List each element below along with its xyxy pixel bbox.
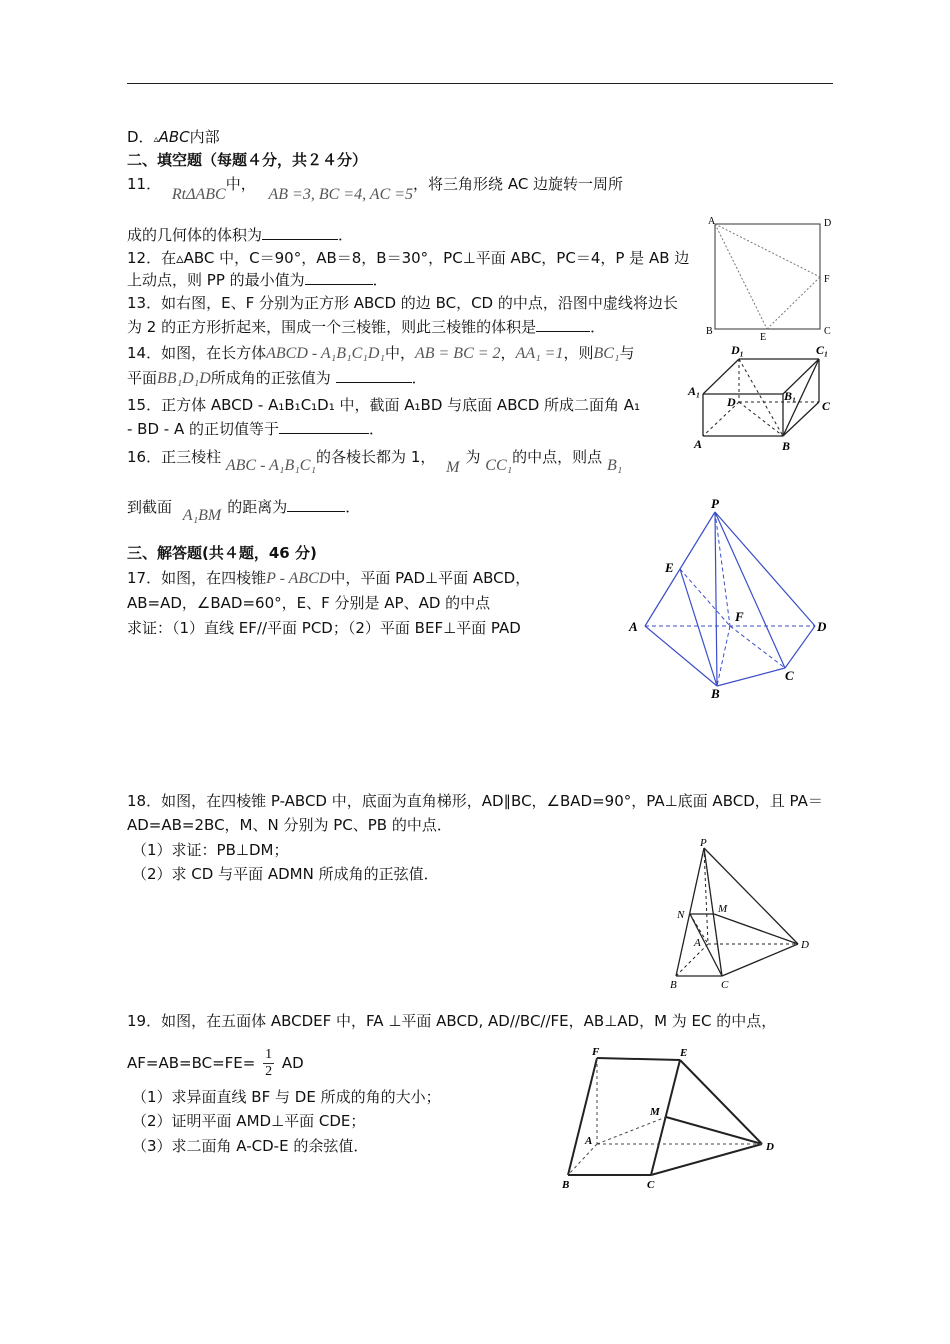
fig17-label-c: C bbox=[785, 668, 794, 683]
q16-line1 bbox=[127, 447, 623, 476]
fig19-label-c: C bbox=[647, 1179, 655, 1191]
fig19-label-b: B bbox=[562, 1179, 570, 1191]
fig14-label-a1: A₁ bbox=[688, 384, 701, 398]
q14-sep: ， bbox=[500, 344, 516, 362]
fig13-label-c: C bbox=[824, 326, 831, 337]
q19-fraction-numerator: 1 bbox=[265, 1047, 273, 1062]
q17-math-pyramid: P - ABCD bbox=[266, 570, 331, 587]
q18-part2: （2）求 CD 与平面 ADMN 所成角的正弦值． bbox=[132, 865, 439, 883]
triangle-symbol: ▵ bbox=[153, 134, 159, 145]
q17-line1 bbox=[127, 568, 530, 589]
q16-math-plane: A₁BM bbox=[182, 507, 222, 524]
q17-line1-b: 中，平面 PAD⊥平面 ABCD， bbox=[330, 569, 531, 587]
q11-line2 bbox=[127, 225, 353, 245]
fig13-label-b: B bbox=[706, 326, 713, 337]
fig18-label-m: M bbox=[718, 903, 728, 915]
q11-end: ． bbox=[338, 226, 354, 244]
q16-math-b1: B₁ bbox=[606, 457, 623, 474]
figure-q13-square bbox=[700, 212, 836, 344]
q19-fraction bbox=[263, 1047, 274, 1080]
q19-line2-b: AD bbox=[281, 1054, 304, 1072]
q17-line3: 求证：（1）直线 EF//平面 PCD；（2）平面 BEF⊥平面 PAD bbox=[127, 619, 521, 637]
q14-line1 bbox=[127, 343, 635, 364]
q12-blank[interactable] bbox=[305, 270, 373, 285]
option-d-prefix: D． bbox=[127, 128, 154, 146]
q14-math-ab-bc: AB = BC = 2 bbox=[414, 345, 501, 362]
q14-blank[interactable] bbox=[336, 368, 412, 383]
q13-line2-text: 为 2 的正方形折起来，围成一个三棱锥，则此三棱锥的体积是 bbox=[127, 318, 537, 336]
q16-math-cc1: CC₁ bbox=[485, 457, 513, 474]
q11-mid: 中， bbox=[225, 175, 256, 193]
q19-fraction-denominator: 2 bbox=[265, 1064, 273, 1079]
fig19-label-m: M bbox=[650, 1106, 660, 1118]
fig14-label-a: A bbox=[694, 437, 703, 451]
q15-line1: 15．正方体 ABCD - A₁B₁C₁D₁ 中，截面 A₁BD 与底面 ABCD 所成二面角 A₁ bbox=[127, 396, 641, 414]
q11-after: ，将三角形绕 AC 边旋转一周所 bbox=[413, 175, 624, 193]
q19-part3: （3）求二面角 A-CD-E 的余弦值． bbox=[132, 1137, 369, 1155]
q14-math-aa1: AA₁ =1 bbox=[515, 345, 564, 362]
q14-math-bc1: BC₁ bbox=[593, 345, 620, 362]
fig19-label-d: D bbox=[766, 1141, 774, 1153]
q15-line2-text: - BD - A 的正切值等于 bbox=[127, 420, 280, 438]
q16-end: ． bbox=[345, 498, 361, 516]
fig14-label-d: D bbox=[727, 395, 736, 409]
q12-line2-text: 上动点，则 PP 的最小值为 bbox=[127, 271, 305, 289]
q15-blank[interactable] bbox=[279, 419, 369, 434]
q12-line1: 12．在▵ABC 中，C＝90°，AB＝8，B＝30°，PC⊥平面 ABC，PC＝4，P 是 AB 边 bbox=[127, 249, 690, 267]
q11-line2-text: 成的几何体的体积为 bbox=[127, 226, 263, 244]
fig13-label-a: A bbox=[708, 216, 716, 227]
q14-after: ，则 bbox=[563, 344, 594, 362]
q16-math-m: M bbox=[446, 459, 460, 476]
fig14-label-b1: B₁ bbox=[784, 389, 797, 403]
fig17-label-b: B bbox=[711, 686, 720, 701]
q11-rt-triangle: RtΔABC bbox=[171, 186, 226, 203]
fig18-label-n: N bbox=[677, 909, 685, 921]
q11-blank[interactable] bbox=[262, 225, 338, 240]
q19-line1: 19．如图，在五面体 ABCDEF 中，FA ⊥平面 ABCD, AD//BC//FE，AB⊥AD，M 为 EC 的中点， bbox=[127, 1012, 777, 1030]
option-d-text: 内部 bbox=[189, 128, 220, 146]
fig13-label-d: D bbox=[824, 218, 832, 229]
q12-end: ． bbox=[372, 271, 388, 289]
q14-math-plane: BB₁D₁D bbox=[157, 370, 211, 387]
option-d-abc: ABC bbox=[158, 128, 190, 146]
q14-line2 bbox=[127, 368, 427, 389]
fig17-label-d: D bbox=[817, 619, 827, 634]
q15-end: ． bbox=[369, 420, 385, 438]
fig17-label-f: F bbox=[735, 609, 744, 624]
fig18-label-a: A bbox=[694, 937, 701, 949]
q14-line1-text: 14．如图，在长方体 bbox=[127, 344, 267, 362]
q14-mid: 中， bbox=[384, 344, 415, 362]
q16-blank[interactable] bbox=[287, 497, 345, 512]
q17-line2: AB=AD，∠BAD=60°，E、F 分别是 AP、AD 的中点 bbox=[127, 594, 491, 612]
figure-q14-cuboid bbox=[686, 342, 836, 454]
q16-number: 16．正三棱柱 bbox=[127, 448, 222, 466]
q19-line2 bbox=[127, 1047, 304, 1080]
fig17-label-a: A bbox=[629, 619, 638, 634]
q16-math-prism: ABC - A₁B₁C₁ bbox=[225, 457, 317, 474]
q16-line2 bbox=[127, 497, 361, 524]
q18-line2: AD=AB=2BC，M、N 分别为 PC、PB 的中点． bbox=[127, 816, 452, 834]
q18-part1: （1）求证：PB⊥DM； bbox=[132, 841, 289, 859]
q19-line2-a: AF=AB=BC=FE= bbox=[127, 1054, 256, 1072]
fig14-label-d1: D₁ bbox=[731, 343, 744, 357]
fig18-label-b: B bbox=[670, 979, 677, 991]
q13-end: ． bbox=[590, 318, 606, 336]
figure-q17-pyramid bbox=[625, 496, 835, 701]
q13-line1: 13．如右图，E、F 分别为正方形 ABCD 的边 BC，CD 的中点，沿图中虚线将边长 bbox=[127, 294, 678, 312]
option-d-line bbox=[127, 127, 220, 150]
section-3-heading: 三、解答题(共４题，46 分) bbox=[127, 544, 317, 562]
q14-line2-a: 平面 bbox=[127, 369, 158, 387]
top-rule bbox=[127, 83, 833, 84]
figure-q19-pentahedron bbox=[552, 1040, 784, 1216]
q13-line2 bbox=[127, 317, 605, 337]
figure-q18-pyramid bbox=[664, 836, 824, 996]
q13-blank[interactable] bbox=[536, 317, 590, 332]
fig19-label-f: F bbox=[592, 1046, 600, 1058]
fig14-label-c1: C₁ bbox=[816, 343, 829, 357]
fig17-label-e: E bbox=[665, 560, 674, 575]
section-2-heading: 二、填空题（每题４分，共２４分） bbox=[127, 151, 368, 169]
fig13-label-e: E bbox=[760, 332, 767, 343]
q14-line2-b: 所成角的正弦值为 bbox=[210, 369, 331, 387]
q14-math-prism: ABCD - A₁B₁C₁D₁ bbox=[266, 345, 385, 362]
fig17-label-p: P bbox=[711, 496, 719, 511]
fig18-label-d: D bbox=[801, 939, 809, 951]
q17-line1-a: 17．如图，在四棱锥 bbox=[127, 569, 267, 587]
q16-wei: 为 bbox=[465, 448, 481, 466]
q19-part2: （2）证明平面 AMD⊥平面 CDE； bbox=[132, 1112, 366, 1130]
fig13-label-f: F bbox=[824, 274, 830, 285]
q11-line1 bbox=[127, 174, 624, 203]
q11-conditions: AB =3, BC =4, AC =5 bbox=[268, 186, 414, 203]
fig18-label-c: C bbox=[721, 979, 729, 991]
q16-after: 的中点，则点 bbox=[512, 448, 603, 466]
q19-part1: （1）求异面直线 BF 与 DE 所成的角的大小； bbox=[132, 1088, 441, 1106]
q16-mid: 的各棱长都为 1， bbox=[316, 448, 436, 466]
q12-line2 bbox=[127, 270, 388, 290]
q16-line2-b: 的距离为 bbox=[227, 498, 288, 516]
q14-end: ． bbox=[411, 369, 427, 387]
q14-tail: 与 bbox=[619, 344, 635, 362]
fig14-label-b: B bbox=[782, 439, 791, 453]
fig19-label-a: A bbox=[585, 1135, 593, 1147]
fig19-label-e: E bbox=[680, 1047, 688, 1059]
q15-line2 bbox=[127, 419, 384, 439]
fig18-label-p: P bbox=[700, 837, 707, 849]
q16-line2-a: 到截面 bbox=[127, 498, 173, 516]
fig14-label-c: C bbox=[822, 399, 831, 413]
q11-number: 11． bbox=[127, 175, 162, 193]
q18-line1: 18．如图，在四棱锥 P-ABCD 中，底面为直角梯形，AD∥BC，∠BAD=90°，PA⊥底面 ABCD，且 PA＝ bbox=[127, 792, 823, 810]
